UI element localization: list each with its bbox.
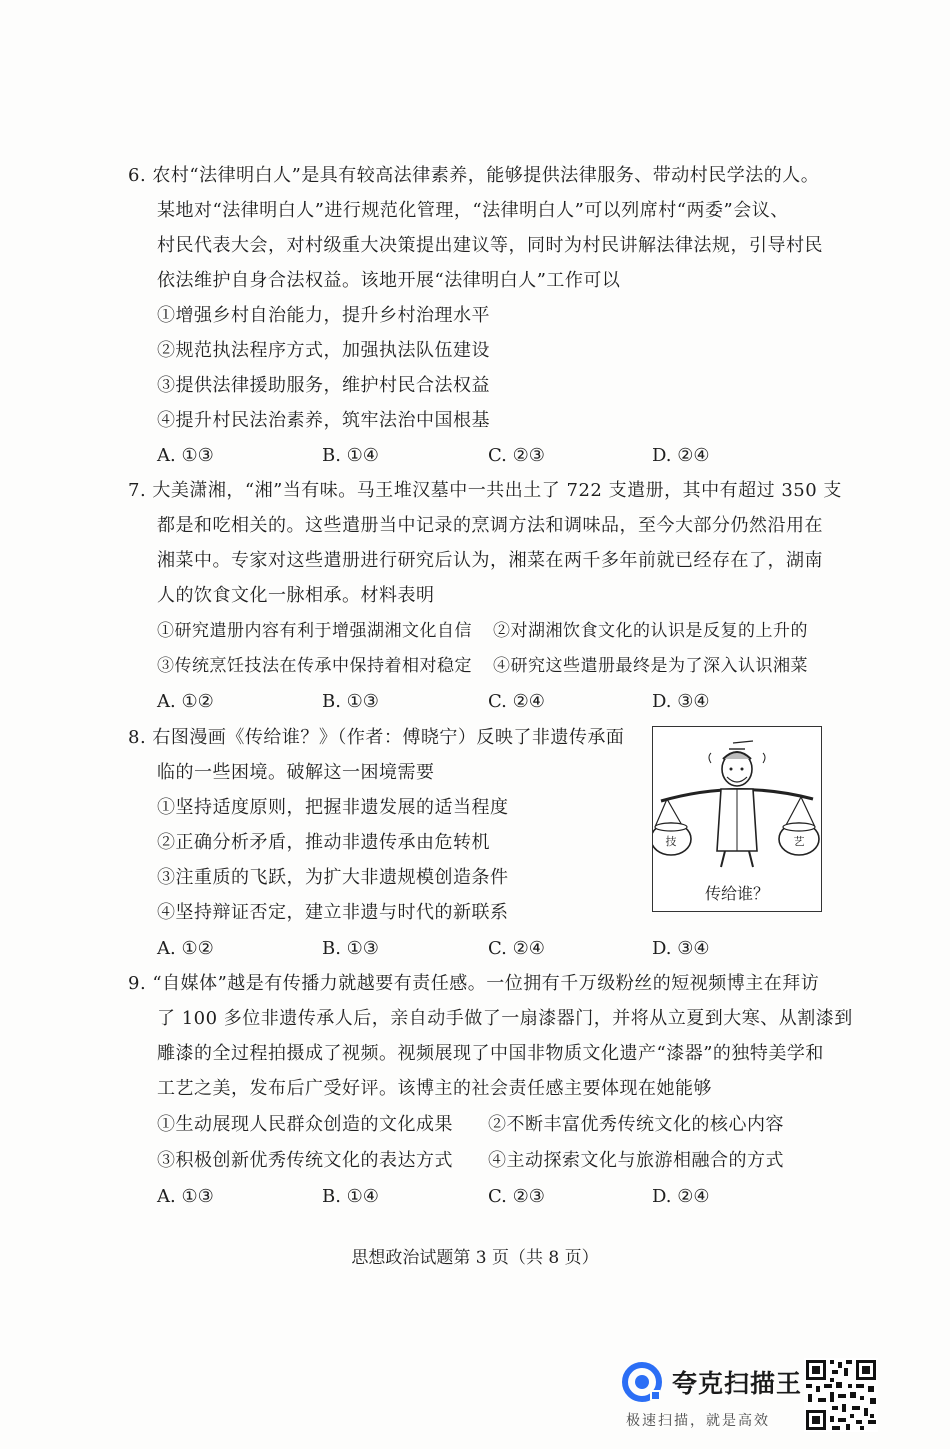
q9-item: ③积极创新优秀传统文化的表达方式	[157, 1150, 453, 1171]
q7-stem-line: 都是和吃相关的。这些遣册当中记录的烹调方法和调味品，至今大部分仍然沿用在	[157, 515, 823, 536]
cartoon-caption: 传给谁？	[704, 884, 769, 903]
q6-choice-b: B. ①④	[322, 445, 379, 466]
q8-stem-line: 临的一些困境。破解这一困境需要	[157, 762, 435, 783]
q6-choice-a: A. ①③	[157, 445, 214, 466]
q7-choice-b: B. ①③	[322, 691, 379, 712]
q6-choice-d: D. ②④	[652, 445, 710, 466]
q7-stem-line: 7. 大美潇湘，“湘”当有味。马王堆汉墓中一共出土了 722 支遣册，其中有超过 350 支	[128, 480, 842, 501]
q7-item: ①研究遣册内容有利于增强湖湘文化自信	[157, 621, 472, 641]
q9-item: ①生动展现人民群众创造的文化成果	[157, 1114, 453, 1135]
q9-choice-a: A. ①③	[157, 1186, 214, 1207]
page-footer: 思想政治试题第 3 页（共 8 页）	[351, 1248, 599, 1268]
q8-choice-a: A. ①②	[157, 938, 214, 959]
q6-stem-line: 依法维护自身合法权益。该地开展“法律明白人”工作可以	[157, 270, 621, 291]
q7-choice-c: C. ②④	[488, 691, 545, 712]
q9-stem-line: 雕漆的全过程拍摄成了视频。视频展现了中国非物质文化遗产“漆器”的独特美学和	[157, 1043, 824, 1064]
quark-logo-icon	[622, 1362, 662, 1402]
q6-item: ③提供法律援助服务，维护村民合法权益	[157, 375, 490, 396]
basket-right-label: 艺	[793, 835, 805, 848]
q6-choice-c: C. ②③	[488, 445, 545, 466]
q6-item: ①增强乡村自治能力，提升乡村治理水平	[157, 305, 490, 326]
q9-item: ②不断丰富优秀传统文化的核心内容	[488, 1114, 784, 1135]
q8-choice-b: B. ①③	[322, 938, 379, 959]
q7-stem-line: 湘菜中。专家对这些遣册进行研究后认为，湘菜在两千多年前就已经存在了，湖南	[157, 550, 823, 571]
q9-stem-line: 了 100 多位非遗传承人后，亲自动手做了一扇漆器门，并将从立夏到大寒、从割漆到	[157, 1008, 853, 1029]
q9-choice-b: B. ①④	[322, 1186, 379, 1207]
q8-item: ③注重质的飞跃，为扩大非遗规模创造条件	[157, 867, 509, 888]
q8-item: ①坚持适度原则，把握非遗发展的适当程度	[157, 797, 509, 818]
q6-stem-line: 6. 农村“法律明白人”是具有较高法律素养，能够提供法律服务、带动村民学法的人。	[128, 165, 820, 186]
q9-choice-d: D. ②④	[652, 1186, 710, 1207]
q7-item: ③传统烹饪技法在传承中保持着相对稳定	[157, 656, 472, 676]
q8-item: ②正确分析矛盾，推动非遗传承由危转机	[157, 832, 490, 853]
q6-item: ②规范执法程序方式，加强执法队伍建设	[157, 340, 490, 361]
q6-stem-line: 某地对“法律明白人”进行规范化管理，“法律明白人”可以列席村“两委”会议、	[157, 200, 789, 221]
q8-stem-line: 8. 右图漫画《传给谁？》（作者：傅晓宁）反映了非遗传承面	[128, 727, 625, 748]
cartoon-image	[652, 726, 822, 912]
q6-stem-line: 村民代表大会，对村级重大决策提出建议等，同时为村民讲解法律法规，引导村民	[157, 235, 823, 256]
q7-item: ②对湖湘饮食文化的认识是反复的上升的	[493, 621, 808, 641]
q7-choice-a: A. ①②	[157, 691, 214, 712]
q6-item: ④提升村民法治素养，筑牢法治中国根基	[157, 410, 490, 431]
q8-item: ④坚持辩证否定，建立非遗与时代的新联系	[157, 902, 509, 923]
scanner-watermark	[622, 1356, 802, 1436]
q9-item: ④主动探索文化与旅游相融合的方式	[488, 1150, 784, 1171]
q9-stem-line: 9. “自媒体”越是有传播力就越要有责任感。一位拥有千万级粉丝的短视频博主在拜访	[128, 973, 820, 994]
qr-code-icon	[804, 1358, 878, 1432]
q9-stem-line: 工艺之美，发布后广受好评。该博主的社会责任感主要体现在她能够	[157, 1078, 712, 1099]
q9-choice-c: C. ②③	[488, 1186, 545, 1207]
basket-left-label: 技	[665, 835, 677, 848]
q8-choice-d: D. ③④	[652, 938, 710, 959]
q7-item: ④研究这些遣册最终是为了深入认识湘菜	[493, 656, 808, 676]
q8-choice-c: C. ②④	[488, 938, 545, 959]
q7-choice-d: D. ③④	[652, 691, 710, 712]
q7-stem-line: 人的饮食文化一脉相承。材料表明	[157, 585, 435, 606]
watermark-slogan: 极速扫描，就是高效	[626, 1413, 770, 1429]
watermark-name: 夸克扫描王	[672, 1369, 803, 1398]
